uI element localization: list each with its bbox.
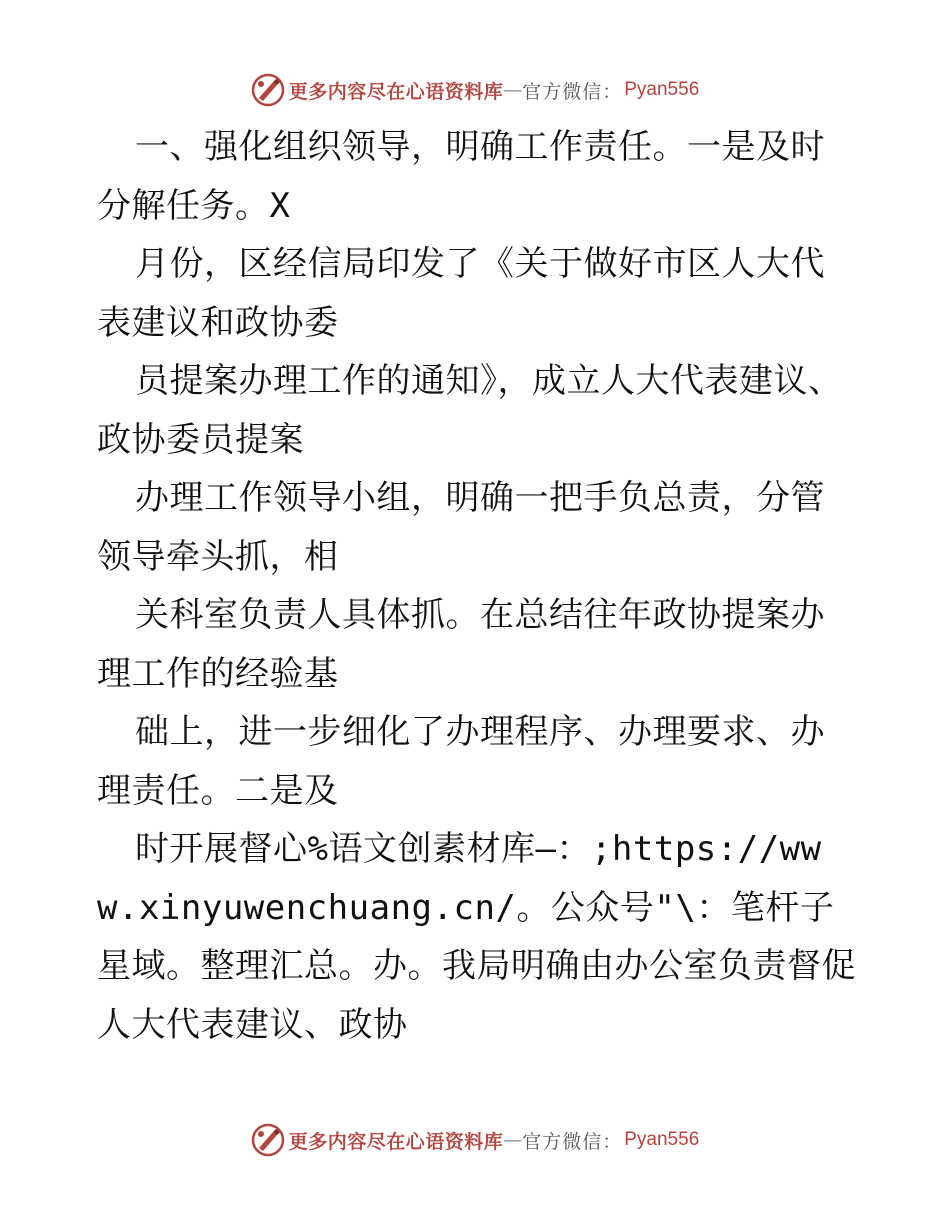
paragraph: 员提案办理工作的通知》，成立人大代表建议、政协委员提案 bbox=[97, 361, 843, 460]
banner-wechat-label: 官方微信： bbox=[522, 80, 623, 103]
pen-seal-logo-icon bbox=[251, 73, 285, 107]
banner-label: 更多内容尽在心语资料库 bbox=[288, 80, 504, 103]
banner-dash: — bbox=[503, 79, 523, 101]
header-banner bbox=[0, 70, 950, 110]
paragraph: 办理工作领导小组，明确一把手负总责，分管领导牵头抓，相 bbox=[97, 478, 825, 577]
paragraph: 一、强化组织领导，明确工作责任。一是及时分解任务。X bbox=[97, 127, 825, 226]
document-body bbox=[97, 118, 857, 1054]
pen-seal-logo-icon bbox=[251, 1123, 285, 1157]
banner-wechat-id: Pyan556 bbox=[624, 79, 700, 100]
banner-wechat-id: Pyan556 bbox=[624, 1129, 700, 1150]
paragraph: 月份，区经信局印发了《关于做好市区人大代表建议和政协委 bbox=[97, 244, 825, 343]
paragraph: 础上，进一步细化了办理程序、办理要求、办理责任。二是及 bbox=[97, 712, 825, 811]
footer-banner bbox=[0, 1120, 950, 1160]
banner-wechat-label: 官方微信： bbox=[522, 1130, 623, 1153]
paragraph: 关科室负责人具体抓。在总结往年政协提案办理工作的经验基 bbox=[97, 595, 825, 694]
banner-label: 更多内容尽在心语资料库 bbox=[288, 1130, 504, 1153]
paragraph: 时开展督心%语文创素材库—：;https://www.xinyuwenchuang.cn/。公众号"\：笔杆子星域。整理汇总。办。我局明确由办公室负责督促人大代表建议、政协 bbox=[97, 829, 856, 1045]
banner-dash: — bbox=[503, 1129, 523, 1151]
